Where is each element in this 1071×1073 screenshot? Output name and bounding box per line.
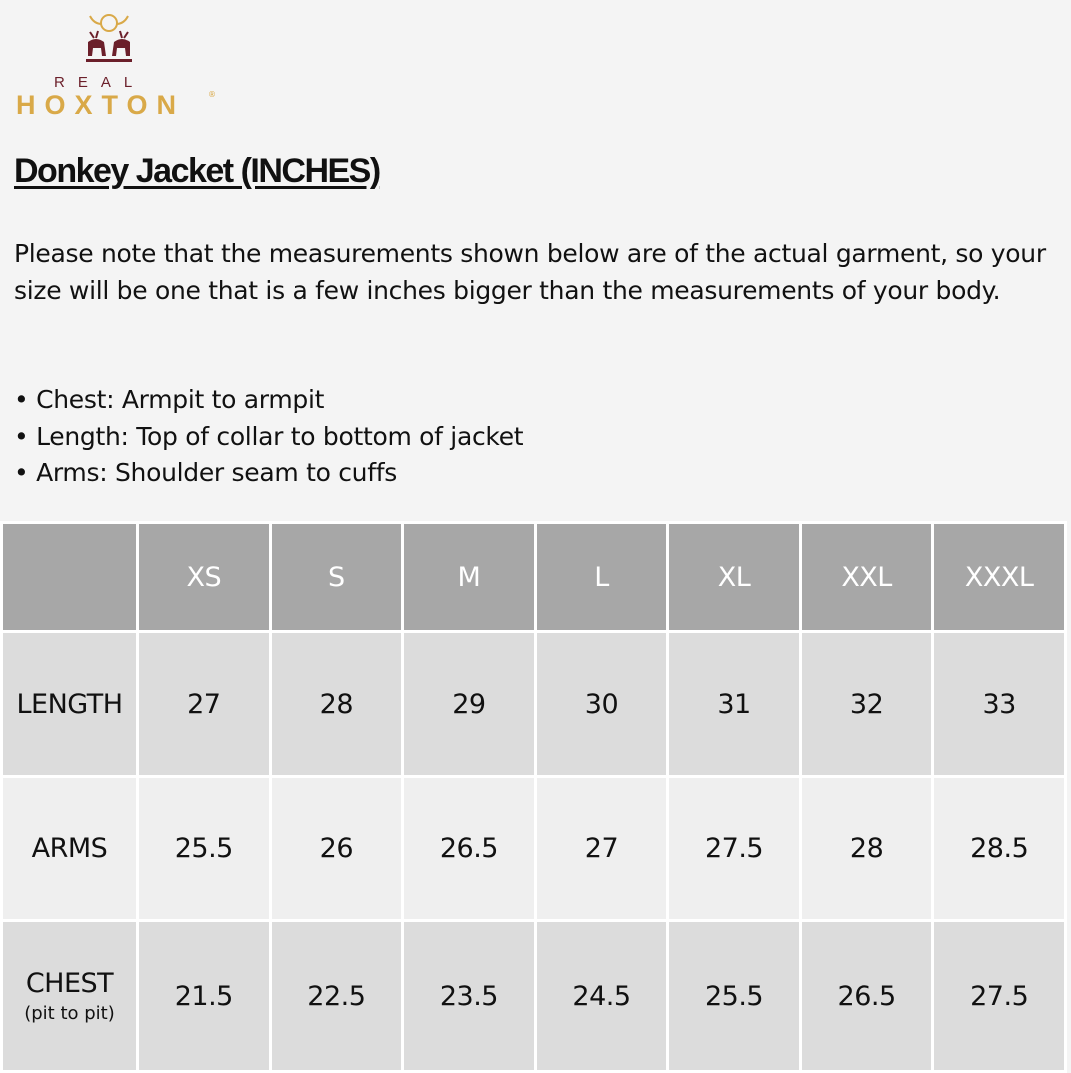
table-cell: 27 bbox=[537, 778, 667, 919]
table-cell: 26 bbox=[272, 778, 402, 919]
size-header-m: M bbox=[404, 524, 534, 630]
table-row-length bbox=[3, 633, 1064, 775]
measurement-guide-list bbox=[14, 382, 523, 492]
table-cell: 27 bbox=[139, 633, 269, 775]
size-chart-table bbox=[0, 521, 1067, 1073]
row-label-chest-main: CHEST bbox=[25, 968, 114, 999]
guide-item-length: • Length: Top of collar to bottom of jacket bbox=[14, 419, 523, 456]
size-header-xl: XL bbox=[669, 524, 799, 630]
registered-mark: ® bbox=[208, 90, 216, 99]
row-label-length: LENGTH bbox=[3, 633, 136, 775]
table-cell: 31 bbox=[669, 633, 799, 775]
page-title: Donkey Jacket (INCHES) bbox=[14, 152, 380, 190]
table-cell: 21.5 bbox=[139, 922, 269, 1070]
table-cell: 24.5 bbox=[537, 922, 667, 1070]
table-cell: 32 bbox=[802, 633, 932, 775]
table-cell: 23.5 bbox=[404, 922, 534, 1070]
table-cell: 28 bbox=[272, 633, 402, 775]
corner-cell bbox=[3, 524, 136, 630]
table-cell: 30 bbox=[537, 633, 667, 775]
table-cell: 26.5 bbox=[404, 778, 534, 919]
size-header-xxxl: XXXL bbox=[934, 524, 1064, 630]
table-cell: 27.5 bbox=[669, 778, 799, 919]
table-row-arms bbox=[3, 778, 1064, 919]
table-cell: 28.5 bbox=[934, 778, 1064, 919]
guide-item-arms: • Arms: Shoulder seam to cuffs bbox=[14, 455, 523, 492]
table-row-chest bbox=[3, 922, 1064, 1070]
row-label-chest bbox=[3, 922, 136, 1070]
guide-item-chest: • Chest: Armpit to armpit bbox=[14, 382, 523, 419]
table-cell: 26.5 bbox=[802, 922, 932, 1070]
row-label-arms: ARMS bbox=[3, 778, 136, 919]
brand-logo bbox=[14, 12, 216, 120]
table-cell: 33 bbox=[934, 633, 1064, 775]
size-header-xs: XS bbox=[139, 524, 269, 630]
brand-line-hoxton: HOXTON bbox=[16, 90, 186, 120]
measurement-note: Please note that the measurements shown below are of the actual garment, so your size will be one that is a few inches bigger than the measurements of your body. bbox=[14, 239, 1046, 305]
table-cell: 29 bbox=[404, 633, 534, 775]
size-header-s: S bbox=[272, 524, 402, 630]
table-cell: 22.5 bbox=[272, 922, 402, 1070]
deer-crest-icon bbox=[80, 12, 138, 66]
row-label-chest-sub: (pit to pit) bbox=[24, 1003, 115, 1024]
table-cell: 25.5 bbox=[669, 922, 799, 1070]
brand-line-real: REAL bbox=[54, 74, 146, 91]
size-header-row bbox=[3, 524, 1064, 630]
size-header-xxl: XXL bbox=[802, 524, 932, 630]
size-header-l: L bbox=[537, 524, 667, 630]
table-cell: 28 bbox=[802, 778, 932, 919]
table-cell: 25.5 bbox=[139, 778, 269, 919]
table-cell: 27.5 bbox=[934, 922, 1064, 1070]
